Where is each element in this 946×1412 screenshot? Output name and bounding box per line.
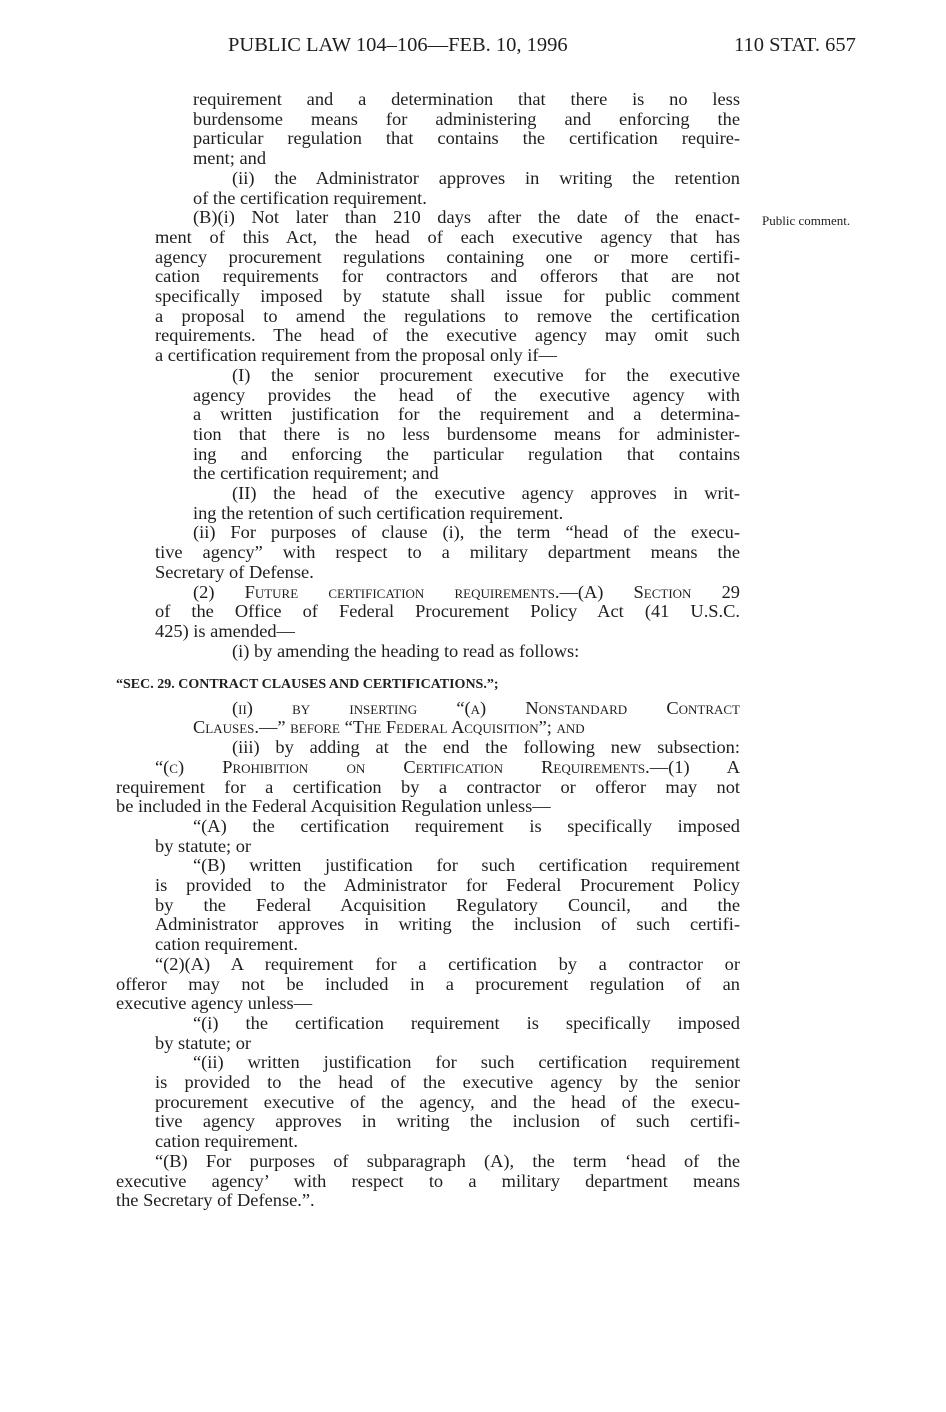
text-line: a certification requirement from the proposal only if— — [155, 345, 557, 366]
text-line: 425) is amended— — [155, 620, 295, 641]
text-line: cation requirement. — [155, 934, 298, 955]
text-line: Administrator approves in writing the inclusion of such certifi- — [155, 914, 740, 935]
text-line: ment; and — [193, 148, 267, 169]
text-line: of the certification requirement. — [193, 187, 427, 208]
text-line: tive agency” with respect to a military department means the — [155, 542, 740, 563]
text-line: “(A) the certification requirement is specifically imposed — [193, 815, 740, 836]
text-line: “(i) the certification requirement is specifically imposed — [193, 1012, 740, 1033]
text-line: agency procurement regulations containing one or more certifi- — [155, 246, 740, 267]
text-line: Secretary of Defense. — [155, 561, 314, 582]
text-line: by the Federal Acquisition Regulatory Council, and the — [155, 894, 740, 915]
text-line: of the Office of Federal Procurement Policy Act (41 U.S.C. — [155, 601, 740, 622]
text-line: (iii) by adding at the end the following new subsection: — [232, 737, 740, 758]
text-line: (I) the senior procurement executive for the executive — [232, 364, 740, 385]
section-heading: “SEC. 29. CONTRACT CLAUSES AND CERTIFICATIONS.”; — [116, 677, 499, 693]
text-line: requirement for a certification by a contractor or offeror may not — [116, 776, 740, 797]
text-line: tive agency approves in writing the inclusion of such certifi- — [155, 1111, 740, 1132]
text-line: is provided to the head of the executive agency by the senior — [155, 1072, 740, 1093]
text-line: executive agency’ with respect to a military department means — [116, 1170, 740, 1191]
page-header — [0, 34, 946, 64]
text-line: ment of this Act, the head of each executive agency that has — [155, 226, 740, 247]
text-line: executive agency unless— — [116, 993, 313, 1014]
text-line: cation requirements for contractors and offerors that are not — [155, 266, 740, 287]
margin-note: Public comment. — [762, 213, 851, 228]
text-line: ing and enforcing the particular regulation that contains — [193, 443, 740, 464]
text-line: “(c) Prohibition on Certification Requirements.—(1) A — [155, 756, 740, 777]
text-line: procurement executive of the agency, and the head of the execu- — [155, 1091, 740, 1112]
text-line: (II) the head of the executive agency approves in writ- — [232, 483, 740, 503]
text-line: is provided to the Administrator for Federal Procurement Policy — [155, 875, 740, 896]
text-line: Clauses.—” before “The Federal Acquisition”; and — [193, 717, 585, 738]
text-line: (ii) the Administrator approves in writing the retention — [232, 167, 740, 188]
header-stat-page: 110 STAT. 657 — [734, 34, 856, 56]
text-line: a written justification for the requirement and a determina- — [193, 404, 740, 425]
text-line: “(2)(A) A requirement for a certification by a contractor or — [155, 953, 740, 974]
header-title: PUBLIC LAW 104–106—FEB. 10, 1996 — [228, 34, 568, 56]
text-line: tion that there is no less burdensome means for administer- — [193, 423, 740, 444]
text-line: ing the retention of such certification requirement. — [193, 502, 564, 523]
text-line: (B)(i) Not later than 210 days after the date of the enact- — [193, 207, 740, 228]
text-line: “(ii) written justification for such certification requirement — [193, 1052, 740, 1073]
text-line: requirement and a determination that there is no less — [193, 89, 740, 109]
text-line: be included in the Federal Acquisition Regulation unless— — [116, 796, 551, 817]
text-line: (ii) For purposes of clause (i), the term “head of the execu- — [193, 522, 740, 543]
text-line: (ii) by inserting “(a) Nonstandard Contract — [232, 697, 740, 718]
text-line: a proposal to amend the regulations to remove the certification — [155, 305, 740, 326]
text-line: “(B) written justification for such certification requirement — [193, 855, 740, 876]
text-line: by statute; or — [155, 1032, 252, 1053]
text-line: (i) by amending the heading to read as follows: — [232, 640, 580, 661]
text-line: burdensome means for administering and enforcing the — [193, 108, 740, 129]
text-line: the certification requirement; and — [193, 463, 439, 484]
text-line: (2) Future certification requirements.—(A) Section 29 — [193, 581, 740, 602]
text-line: cation requirement. — [155, 1131, 298, 1152]
text-line: “(B) For purposes of subparagraph (A), the term ‘head of the — [155, 1150, 740, 1171]
text-line: requirements. The head of the executive agency may omit such — [155, 325, 740, 346]
text-line: agency provides the head of the executive agency with — [193, 384, 740, 405]
text-line: particular regulation that contains the certification require- — [193, 128, 740, 149]
text-line: offeror may not be included in a procurement regulation of an — [116, 973, 740, 994]
text-line: the Secretary of Defense.”. — [116, 1190, 315, 1211]
text-line: by statute; or — [155, 835, 252, 856]
text-line: specifically imposed by statute shall issue for public comment — [155, 286, 740, 306]
